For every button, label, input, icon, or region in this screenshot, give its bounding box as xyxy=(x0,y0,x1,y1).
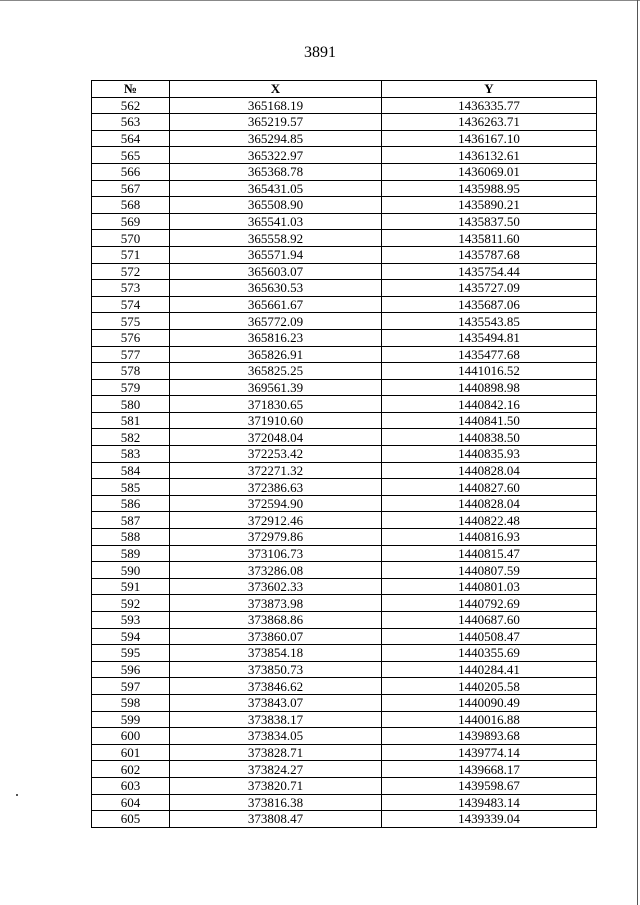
cell-y: 1440827.60 xyxy=(382,479,597,496)
cell-y: 1435988.95 xyxy=(382,180,597,197)
table-row xyxy=(92,661,597,678)
cell-y: 1440828.04 xyxy=(382,495,597,512)
cell-y: 1441016.52 xyxy=(382,363,597,380)
cell-y: 1439774.14 xyxy=(382,744,597,761)
cell-number: 590 xyxy=(92,562,170,579)
cell-x: 365825.25 xyxy=(170,363,382,380)
table-row xyxy=(92,313,597,330)
cell-x: 365294.85 xyxy=(170,130,382,147)
cell-x: 365168.19 xyxy=(170,97,382,114)
cell-x: 365661.67 xyxy=(170,296,382,313)
cell-x: 371830.65 xyxy=(170,396,382,413)
cell-number: 566 xyxy=(92,163,170,180)
cell-x: 369561.39 xyxy=(170,379,382,396)
cell-number: 586 xyxy=(92,495,170,512)
cell-number: 580 xyxy=(92,396,170,413)
cell-y: 1436335.77 xyxy=(382,97,597,114)
table-row xyxy=(92,213,597,230)
cell-x: 371910.60 xyxy=(170,412,382,429)
table-row xyxy=(92,529,597,546)
cell-number: 568 xyxy=(92,197,170,214)
table-row xyxy=(92,462,597,479)
page-number: 3891 xyxy=(304,44,336,61)
cell-y: 1439483.14 xyxy=(382,794,597,811)
cell-y: 1439893.68 xyxy=(382,728,597,745)
table-row xyxy=(92,180,597,197)
cell-x: 365219.57 xyxy=(170,114,382,131)
cell-number: 600 xyxy=(92,728,170,745)
cell-x: 373868.86 xyxy=(170,612,382,629)
cell-y: 1440016.88 xyxy=(382,711,597,728)
cell-number: 595 xyxy=(92,645,170,662)
table-row xyxy=(92,545,597,562)
cell-number: 602 xyxy=(92,761,170,778)
table-row xyxy=(92,479,597,496)
cell-y: 1440508.47 xyxy=(382,628,597,645)
cell-y: 1440807.59 xyxy=(382,562,597,579)
cell-number: 596 xyxy=(92,661,170,678)
cell-x: 373824.27 xyxy=(170,761,382,778)
table-row xyxy=(92,595,597,612)
cell-x: 365508.90 xyxy=(170,197,382,214)
cell-x: 372912.46 xyxy=(170,512,382,529)
cell-x: 373820.71 xyxy=(170,777,382,794)
cell-y: 1435837.50 xyxy=(382,213,597,230)
cell-y: 1436069.01 xyxy=(382,163,597,180)
coordinates-table xyxy=(91,80,597,828)
cell-number: 574 xyxy=(92,296,170,313)
cell-y: 1440816.93 xyxy=(382,529,597,546)
cell-y: 1440792.69 xyxy=(382,595,597,612)
cell-number: 563 xyxy=(92,114,170,131)
table-row xyxy=(92,379,597,396)
cell-y: 1440815.47 xyxy=(382,545,597,562)
table-row xyxy=(92,263,597,280)
table-row xyxy=(92,396,597,413)
table-row xyxy=(92,346,597,363)
cell-x: 373850.73 xyxy=(170,661,382,678)
cell-number: 578 xyxy=(92,363,170,380)
cell-x: 365558.92 xyxy=(170,230,382,247)
table-row xyxy=(92,429,597,446)
table-row xyxy=(92,711,597,728)
cell-x: 365431.05 xyxy=(170,180,382,197)
header-y: Y xyxy=(382,81,597,98)
cell-x: 373828.71 xyxy=(170,744,382,761)
table-row xyxy=(92,495,597,512)
cell-y: 1435543.85 xyxy=(382,313,597,330)
table-row xyxy=(92,363,597,380)
cell-y: 1440205.58 xyxy=(382,678,597,695)
table-row xyxy=(92,230,597,247)
cell-number: 603 xyxy=(92,777,170,794)
page-top-edge xyxy=(0,0,640,1)
table-row xyxy=(92,163,597,180)
scan-speck xyxy=(16,794,18,796)
table-body xyxy=(92,97,597,827)
table-row xyxy=(92,744,597,761)
cell-number: 564 xyxy=(92,130,170,147)
cell-number: 585 xyxy=(92,479,170,496)
cell-x: 373106.73 xyxy=(170,545,382,562)
table-row xyxy=(92,612,597,629)
cell-number: 575 xyxy=(92,313,170,330)
cell-x: 365603.07 xyxy=(170,263,382,280)
cell-number: 567 xyxy=(92,180,170,197)
cell-number: 562 xyxy=(92,97,170,114)
cell-number: 582 xyxy=(92,429,170,446)
cell-y: 1440898.98 xyxy=(382,379,597,396)
table-row xyxy=(92,645,597,662)
cell-x: 365826.91 xyxy=(170,346,382,363)
table-row xyxy=(92,578,597,595)
cell-y: 1435727.09 xyxy=(382,280,597,297)
cell-number: 577 xyxy=(92,346,170,363)
cell-number: 598 xyxy=(92,694,170,711)
cell-y: 1439668.17 xyxy=(382,761,597,778)
cell-y: 1435890.21 xyxy=(382,197,597,214)
cell-x: 373602.33 xyxy=(170,578,382,595)
table-row xyxy=(92,512,597,529)
cell-x: 372253.42 xyxy=(170,446,382,463)
cell-number: 597 xyxy=(92,678,170,695)
cell-y: 1440090.49 xyxy=(382,694,597,711)
cell-x: 365571.94 xyxy=(170,246,382,263)
header-number: № xyxy=(92,81,170,98)
cell-x: 373808.47 xyxy=(170,811,382,828)
cell-y: 1435687.06 xyxy=(382,296,597,313)
cell-number: 591 xyxy=(92,578,170,595)
table-header-row xyxy=(92,81,597,98)
cell-y: 1435477.68 xyxy=(382,346,597,363)
cell-number: 605 xyxy=(92,811,170,828)
cell-x: 373838.17 xyxy=(170,711,382,728)
cell-y: 1440801.03 xyxy=(382,578,597,595)
table-row xyxy=(92,678,597,695)
cell-x: 373843.07 xyxy=(170,694,382,711)
cell-y: 1440828.04 xyxy=(382,462,597,479)
cell-y: 1440841.50 xyxy=(382,412,597,429)
cell-number: 604 xyxy=(92,794,170,811)
cell-number: 589 xyxy=(92,545,170,562)
cell-x: 365322.97 xyxy=(170,147,382,164)
cell-number: 601 xyxy=(92,744,170,761)
cell-number: 588 xyxy=(92,529,170,546)
cell-x: 365630.53 xyxy=(170,280,382,297)
cell-x: 372271.32 xyxy=(170,462,382,479)
cell-number: 579 xyxy=(92,379,170,396)
cell-number: 569 xyxy=(92,213,170,230)
cell-y: 1435787.68 xyxy=(382,246,597,263)
cell-number: 576 xyxy=(92,329,170,346)
cell-x: 372979.86 xyxy=(170,529,382,546)
cell-number: 599 xyxy=(92,711,170,728)
cell-number: 573 xyxy=(92,280,170,297)
table-row xyxy=(92,446,597,463)
cell-y: 1440355.69 xyxy=(382,645,597,662)
page-right-edge xyxy=(637,0,638,905)
table-row xyxy=(92,246,597,263)
cell-x: 373286.08 xyxy=(170,562,382,579)
cell-x: 365541.03 xyxy=(170,213,382,230)
table-row xyxy=(92,280,597,297)
table-row xyxy=(92,296,597,313)
cell-x: 373860.07 xyxy=(170,628,382,645)
cell-x: 372594.90 xyxy=(170,495,382,512)
table-row xyxy=(92,728,597,745)
cell-x: 372386.63 xyxy=(170,479,382,496)
table-row xyxy=(92,777,597,794)
table-row xyxy=(92,761,597,778)
cell-number: 565 xyxy=(92,147,170,164)
cell-y: 1436167.10 xyxy=(382,130,597,147)
table-row xyxy=(92,412,597,429)
cell-y: 1440687.60 xyxy=(382,612,597,629)
cell-x: 365816.23 xyxy=(170,329,382,346)
cell-y: 1440835.93 xyxy=(382,446,597,463)
cell-x: 373834.05 xyxy=(170,728,382,745)
cell-x: 365772.09 xyxy=(170,313,382,330)
table-row xyxy=(92,130,597,147)
cell-number: 593 xyxy=(92,612,170,629)
cell-number: 587 xyxy=(92,512,170,529)
cell-y: 1435811.60 xyxy=(382,230,597,247)
cell-y: 1440842.16 xyxy=(382,396,597,413)
table-row xyxy=(92,694,597,711)
header-x: X xyxy=(170,81,382,98)
table-row xyxy=(92,794,597,811)
table-row xyxy=(92,562,597,579)
cell-y: 1440822.48 xyxy=(382,512,597,529)
cell-x: 373846.62 xyxy=(170,678,382,695)
cell-x: 373873.98 xyxy=(170,595,382,612)
cell-number: 584 xyxy=(92,462,170,479)
cell-x: 373854.18 xyxy=(170,645,382,662)
cell-x: 365368.78 xyxy=(170,163,382,180)
cell-y: 1436263.71 xyxy=(382,114,597,131)
cell-y: 1436132.61 xyxy=(382,147,597,164)
cell-y: 1435494.81 xyxy=(382,329,597,346)
cell-number: 572 xyxy=(92,263,170,280)
cell-number: 592 xyxy=(92,595,170,612)
cell-y: 1439598.67 xyxy=(382,777,597,794)
cell-y: 1440838.50 xyxy=(382,429,597,446)
cell-number: 583 xyxy=(92,446,170,463)
table-row xyxy=(92,114,597,131)
table-row xyxy=(92,329,597,346)
cell-number: 594 xyxy=(92,628,170,645)
table-row xyxy=(92,97,597,114)
cell-y: 1440284.41 xyxy=(382,661,597,678)
table-row xyxy=(92,811,597,828)
cell-number: 581 xyxy=(92,412,170,429)
table-row xyxy=(92,197,597,214)
cell-y: 1435754.44 xyxy=(382,263,597,280)
table-row xyxy=(92,147,597,164)
cell-y: 1439339.04 xyxy=(382,811,597,828)
cell-x: 372048.04 xyxy=(170,429,382,446)
table-row xyxy=(92,628,597,645)
cell-number: 571 xyxy=(92,246,170,263)
cell-number: 570 xyxy=(92,230,170,247)
cell-x: 373816.38 xyxy=(170,794,382,811)
